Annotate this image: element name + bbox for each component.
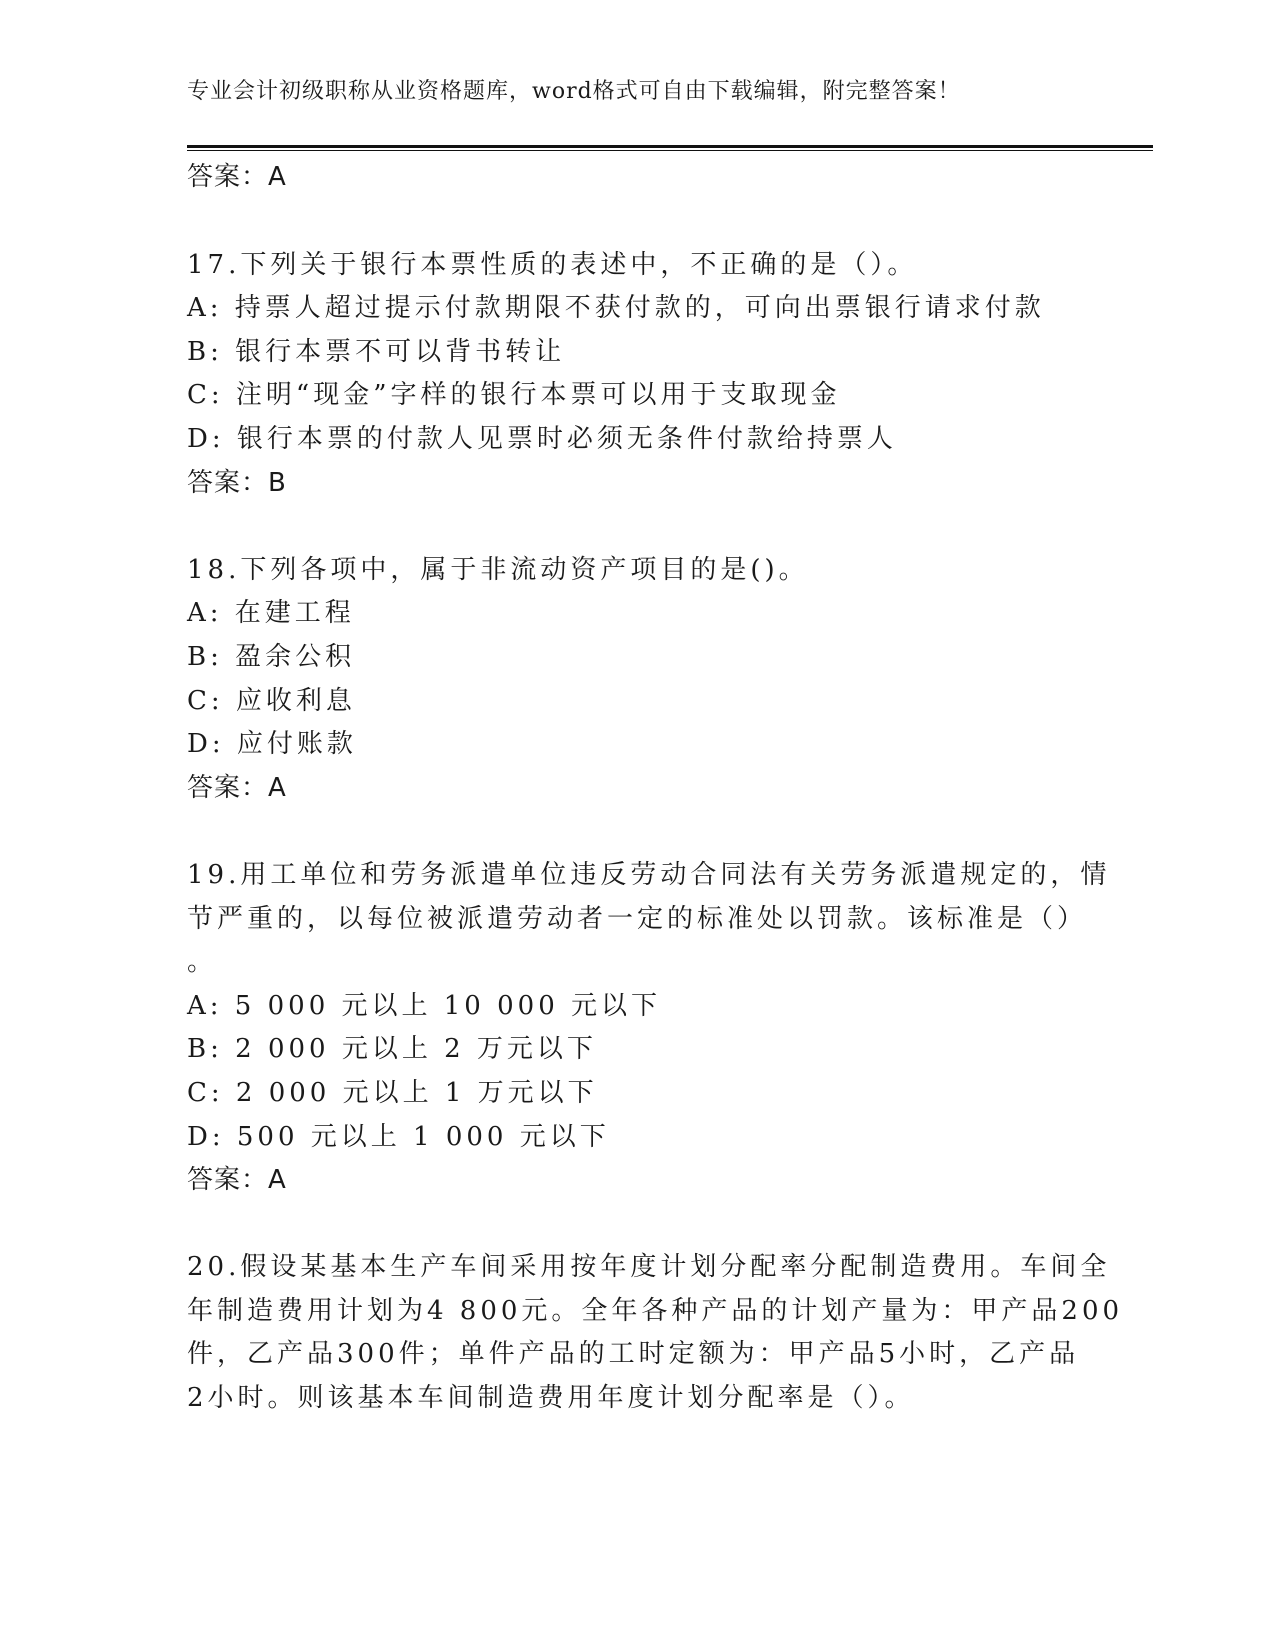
answer: 答案：A [187, 773, 287, 803]
answer: 答案：B [187, 468, 287, 498]
option-d: D: 应付账款 [187, 729, 357, 759]
option-a: A: 在建工程 [187, 598, 355, 628]
question-stem-line: 节严重的，以每位被派遣劳动者一定的标准处以罚款。该标准是（） [187, 904, 1088, 934]
option-b: B: 盈余公积 [187, 642, 356, 672]
question-stem-line: 19.用工单位和劳务派遣单位违反劳动合同法有关劳务派遣规定的，情 [187, 860, 1111, 890]
question-stem-line: 20.假设某基本生产车间采用按年度计划分配率分配制造费用。车间全 [187, 1252, 1111, 1282]
question-stem-line: 。 [187, 947, 218, 977]
option-a: A: 5 000 元以上 10 000 元以下 [187, 991, 662, 1021]
answer: 答案：A [187, 1165, 287, 1195]
option-b: B: 2 000 元以上 2 万元以下 [187, 1034, 597, 1064]
page-header: 专业会计初级职称从业资格题库，word格式可自由下载编辑，附完整答案！ [187, 79, 961, 104]
question-stem: 17.下列关于银行本票性质的表述中，不正确的是（）。 [187, 250, 918, 280]
option-c: C: 应收利息 [187, 686, 356, 716]
option-c: C: 注明“现金”字样的银行本票可以用于支取现金 [187, 380, 841, 410]
option-c: C: 2 000 元以上 1 万元以下 [187, 1078, 598, 1108]
header-divider [187, 145, 1153, 151]
answer-q16: 答案：A [187, 162, 287, 192]
option-d: D: 银行本票的付款人见票时必须无条件付款给持票人 [187, 424, 897, 454]
question-stem: 18.下列各项中，属于非流动资产项目的是()。 [187, 555, 809, 585]
question-stem-line: 年制造费用计划为4 800元。全年各种产品的计划产量为：甲产品200 [187, 1296, 1124, 1326]
option-b: B: 银行本票不可以背书转让 [187, 337, 566, 367]
question-stem-line: 件，乙产品300件；单件产品的工时定额为：甲产品5小时，乙产品 [187, 1339, 1080, 1369]
option-d: D: 500 元以上 1 000 元以下 [187, 1122, 610, 1152]
option-a: A: 持票人超过提示付款期限不获付款的，可向出票银行请求付款 [187, 293, 1045, 323]
question-stem-line: 2小时。则该基本车间制造费用年度计划分配率是（）。 [187, 1383, 915, 1413]
